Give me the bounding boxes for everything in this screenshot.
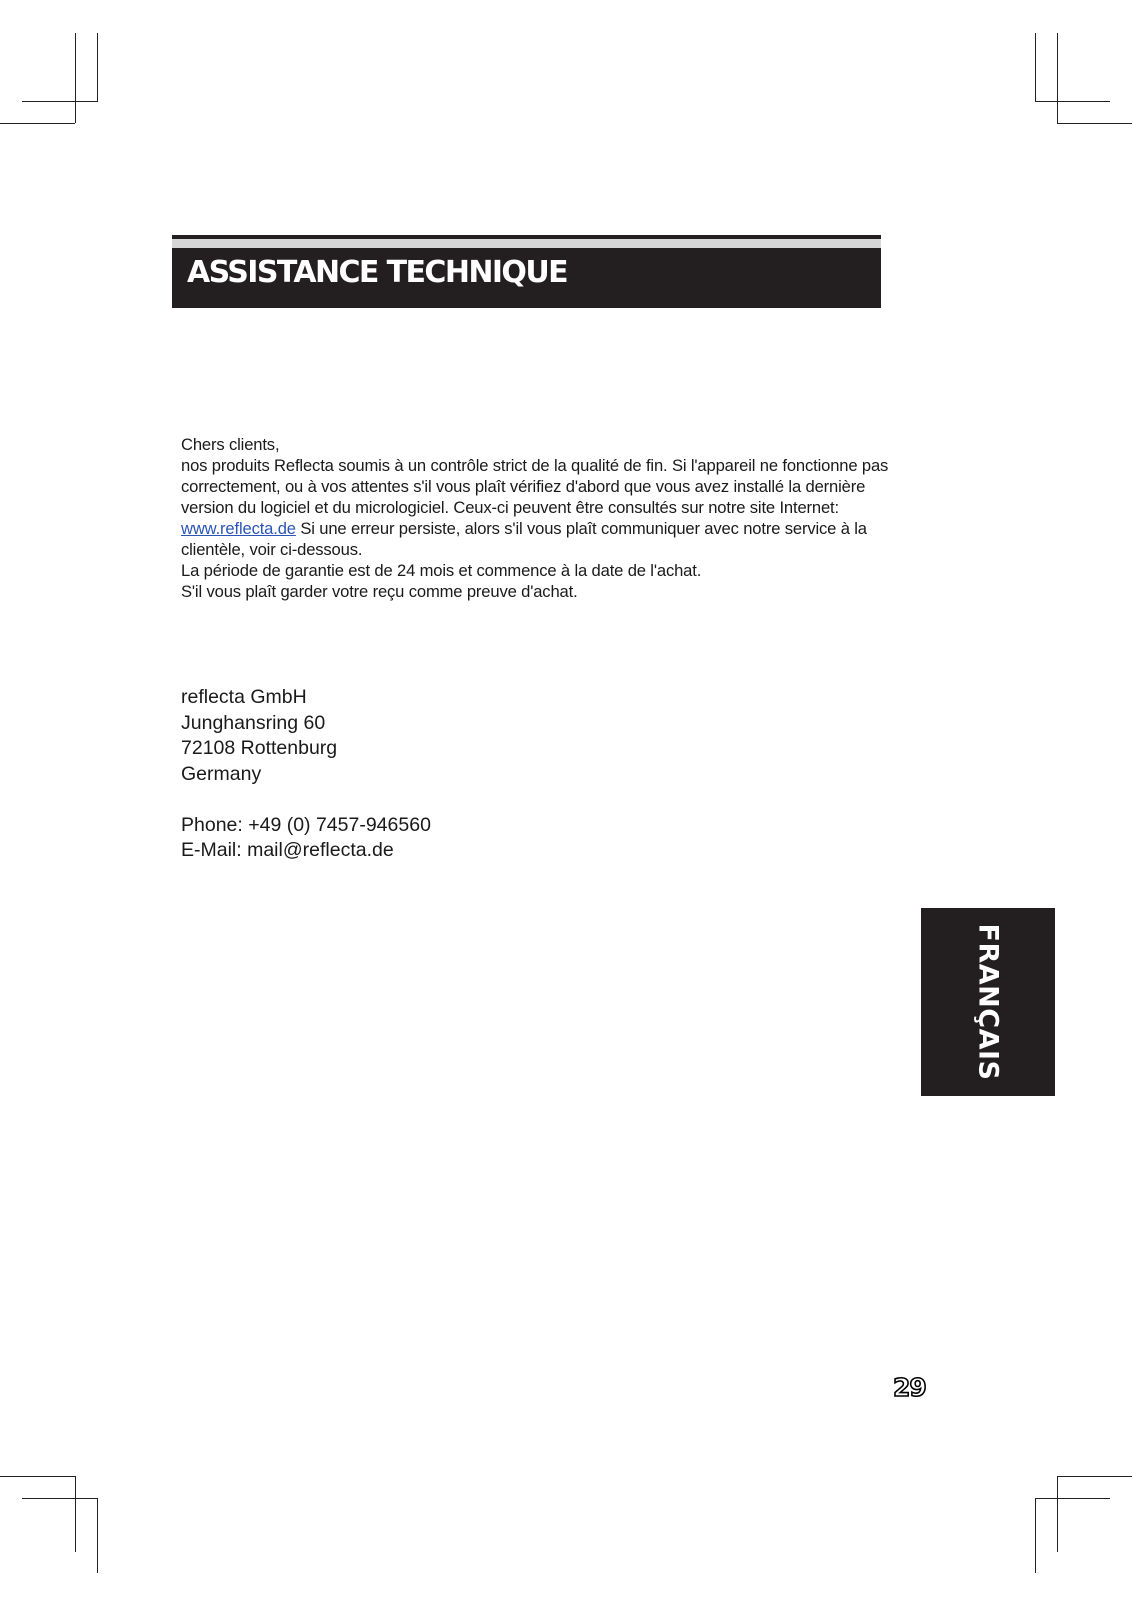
crop-mark	[0, 1476, 75, 1477]
crop-mark	[75, 1476, 76, 1552]
crop-mark	[1035, 1498, 1036, 1573]
street-address: Junghansring 60	[181, 711, 326, 734]
email-address: E-Mail: mail@reflecta.de	[181, 839, 394, 861]
section-header	[172, 235, 881, 308]
receipt-text: S'il vous plaît garder votre reçu comme preuve d'achat.	[181, 582, 578, 601]
crop-mark	[22, 101, 97, 102]
support-paragraph	[181, 455, 893, 560]
page-number: 29	[893, 1373, 926, 1402]
warranty-text: La période de garantie est de 24 mois et commence à la date de l'achat.	[181, 561, 702, 580]
page-title: ASSISTANCE TECHNIQUE	[187, 255, 567, 290]
support-notice	[181, 434, 893, 602]
crop-mark	[1057, 1476, 1132, 1477]
spacer	[181, 787, 431, 813]
crop-mark	[1035, 33, 1036, 102]
greeting: Chers clients,	[181, 435, 280, 454]
website-link[interactable]: www.reflecta.de	[181, 519, 296, 538]
crop-mark	[1035, 1498, 1110, 1499]
phone-number: Phone: +49 (0) 7457-946560	[181, 813, 431, 836]
language-label: FRANÇAIS	[972, 923, 1004, 1081]
crop-mark	[75, 33, 76, 123]
city-address: 72108 Rottenburg	[181, 737, 338, 759]
language-tab	[921, 908, 1055, 1096]
country: Germany	[181, 762, 262, 785]
crop-mark	[1057, 123, 1132, 124]
crop-mark	[97, 33, 98, 102]
company-name: reflecta GmbH	[181, 686, 307, 708]
crop-mark	[1035, 101, 1110, 102]
paragraph-text: nos produits Reflecta soumis à un contrôle strict de la qualité de fin. Si l'appareil ne fonctionne pas correctement, ou à vos attentes s'il vous plaît vérifiez d'abord que vous avez installé la dernière version du logiciel et du micrologiciel. Ceux-ci peuvent être consultés sur notre site Internet:	[181, 456, 889, 517]
contact-address	[181, 685, 431, 864]
crop-mark	[22, 1498, 97, 1499]
paragraph-text: Si une erreur persiste, alors s'il vous plaît communiquer avec notre service à la clientèle, voir ci-dessous.	[181, 519, 867, 559]
crop-mark	[1057, 33, 1058, 123]
header-stripe	[172, 239, 881, 248]
crop-mark	[1057, 1476, 1058, 1552]
crop-mark	[97, 1498, 98, 1573]
crop-mark	[0, 123, 75, 124]
